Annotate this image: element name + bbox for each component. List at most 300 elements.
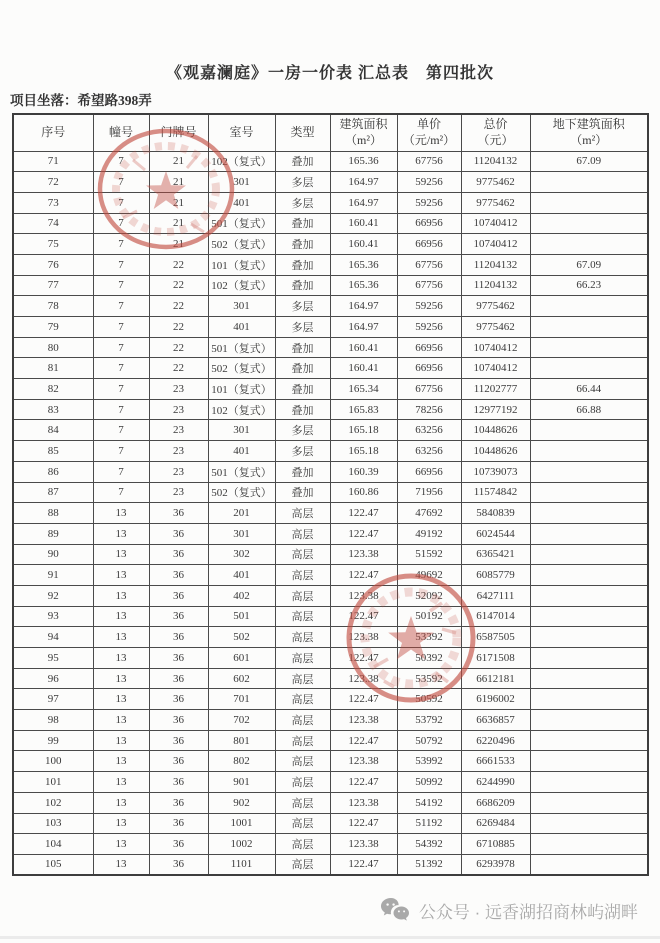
cell-building: 7 — [93, 337, 149, 358]
cell-unit-price: 66956 — [397, 337, 461, 358]
cell-unit-price: 47692 — [397, 503, 461, 524]
cell-building: 13 — [93, 834, 149, 855]
cell-total-price: 10740412 — [461, 213, 530, 234]
cell-basement-area — [530, 441, 648, 462]
table-row — [13, 648, 648, 669]
table-row — [13, 710, 648, 731]
cell-total-price: 9775462 — [461, 172, 530, 193]
cell-index: 82 — [13, 379, 93, 400]
cell-basement-area — [530, 648, 648, 669]
cell-building: 13 — [93, 523, 149, 544]
cell-total-price: 6293978 — [461, 854, 530, 875]
cell-room: 902 — [208, 792, 275, 813]
cell-door: 23 — [149, 441, 208, 462]
cell-door: 36 — [149, 792, 208, 813]
column-header-line1: 类型 — [290, 124, 315, 139]
cell-room: 501（复式） — [208, 213, 275, 234]
cell-type: 叠加 — [275, 399, 330, 420]
table-row — [13, 296, 648, 317]
cell-type: 高层 — [275, 585, 330, 606]
cell-area: 164.97 — [330, 172, 397, 193]
cell-index: 92 — [13, 585, 93, 606]
cell-room: 502（复式） — [208, 482, 275, 503]
cell-total-price: 6661533 — [461, 751, 530, 772]
cell-door: 21 — [149, 192, 208, 213]
cell-index: 77 — [13, 275, 93, 296]
cell-area: 160.86 — [330, 482, 397, 503]
cell-type: 多层 — [275, 441, 330, 462]
cell-unit-price: 78256 — [397, 399, 461, 420]
cell-area: 165.36 — [330, 254, 397, 275]
cell-building: 7 — [93, 317, 149, 338]
cell-building: 13 — [93, 544, 149, 565]
cell-total-price: 11204132 — [461, 254, 530, 275]
cell-area: 122.47 — [330, 523, 397, 544]
cell-basement-area — [530, 751, 648, 772]
cell-door: 36 — [149, 772, 208, 793]
cell-total-price: 6587505 — [461, 627, 530, 648]
cell-area: 160.41 — [330, 234, 397, 255]
cell-area: 123.38 — [330, 627, 397, 648]
cell-basement-area — [530, 172, 648, 193]
cell-room: 502（复式） — [208, 358, 275, 379]
cell-room: 201 — [208, 503, 275, 524]
table-row — [13, 399, 648, 420]
table-row — [13, 482, 648, 503]
cell-building: 7 — [93, 213, 149, 234]
cell-unit-price: 50792 — [397, 730, 461, 751]
column-header-index — [13, 114, 93, 151]
cell-unit-price: 51192 — [397, 813, 461, 834]
cell-type: 高层 — [275, 627, 330, 648]
cell-basement-area: 67.09 — [530, 254, 648, 275]
cell-area: 160.39 — [330, 461, 397, 482]
cell-index: 74 — [13, 213, 93, 234]
cell-room: 602 — [208, 668, 275, 689]
column-header-line2: （元） — [477, 132, 514, 147]
cell-total-price: 5840839 — [461, 503, 530, 524]
cell-type: 高层 — [275, 772, 330, 793]
cell-unit-price: 50592 — [397, 689, 461, 710]
cell-unit-price: 49192 — [397, 523, 461, 544]
cell-area: 160.41 — [330, 337, 397, 358]
cell-door: 36 — [149, 689, 208, 710]
cell-area: 122.47 — [330, 648, 397, 669]
cell-room: 301 — [208, 172, 275, 193]
cell-door: 22 — [149, 254, 208, 275]
cell-area: 165.36 — [330, 275, 397, 296]
cell-door: 36 — [149, 668, 208, 689]
cell-unit-price: 53992 — [397, 751, 461, 772]
cell-type: 叠加 — [275, 482, 330, 503]
cell-unit-price: 63256 — [397, 420, 461, 441]
cell-unit-price: 50192 — [397, 606, 461, 627]
cell-room: 402 — [208, 585, 275, 606]
cell-door: 21 — [149, 213, 208, 234]
column-header-line1: 序号 — [41, 124, 66, 139]
cell-total-price: 6085779 — [461, 565, 530, 586]
cell-basement-area — [530, 710, 648, 731]
cell-total-price: 9775462 — [461, 192, 530, 213]
cell-unit-price: 59256 — [397, 296, 461, 317]
table-row — [13, 606, 648, 627]
cell-total-price: 11574842 — [461, 482, 530, 503]
cell-area: 123.38 — [330, 585, 397, 606]
cell-type: 高层 — [275, 544, 330, 565]
cell-room: 102（复式） — [208, 151, 275, 172]
cell-door: 36 — [149, 751, 208, 772]
cell-total-price: 12977192 — [461, 399, 530, 420]
cell-door: 22 — [149, 337, 208, 358]
cell-room: 1001 — [208, 813, 275, 834]
table-row — [13, 730, 648, 751]
cell-total-price: 10740412 — [461, 358, 530, 379]
cell-index: 79 — [13, 317, 93, 338]
cell-unit-price: 53592 — [397, 668, 461, 689]
cell-total-price: 6196002 — [461, 689, 530, 710]
cell-building: 7 — [93, 482, 149, 503]
cell-area: 123.38 — [330, 834, 397, 855]
cell-basement-area — [530, 461, 648, 482]
cell-basement-area — [530, 544, 648, 565]
cell-index: 93 — [13, 606, 93, 627]
cell-unit-price: 54392 — [397, 834, 461, 855]
cell-door: 36 — [149, 606, 208, 627]
cell-unit-price: 53792 — [397, 710, 461, 731]
cell-building: 7 — [93, 296, 149, 317]
table-row — [13, 461, 648, 482]
cell-door: 22 — [149, 317, 208, 338]
cell-type: 高层 — [275, 648, 330, 669]
cell-basement-area — [530, 523, 648, 544]
cell-index: 81 — [13, 358, 93, 379]
cell-basement-area — [530, 834, 648, 855]
cell-unit-price: 67756 — [397, 275, 461, 296]
cell-room: 502（复式） — [208, 234, 275, 255]
cell-building: 13 — [93, 606, 149, 627]
cell-room: 401 — [208, 565, 275, 586]
column-header-type — [275, 114, 330, 151]
cell-basement-area: 66.44 — [530, 379, 648, 400]
cell-index: 83 — [13, 399, 93, 420]
cell-door: 36 — [149, 544, 208, 565]
cell-basement-area — [530, 192, 648, 213]
cell-basement-area — [530, 585, 648, 606]
cell-total-price: 11204132 — [461, 275, 530, 296]
table-row — [13, 792, 648, 813]
table-row — [13, 317, 648, 338]
cell-unit-price: 66956 — [397, 213, 461, 234]
cell-door: 23 — [149, 420, 208, 441]
cell-total-price: 9775462 — [461, 317, 530, 338]
cell-area: 160.41 — [330, 213, 397, 234]
cell-building: 13 — [93, 813, 149, 834]
cell-total-price: 6710885 — [461, 834, 530, 855]
cell-index: 72 — [13, 172, 93, 193]
cell-building: 13 — [93, 565, 149, 586]
cell-index: 76 — [13, 254, 93, 275]
cell-type: 高层 — [275, 813, 330, 834]
cell-door: 36 — [149, 627, 208, 648]
cell-room: 702 — [208, 710, 275, 731]
cell-area: 165.18 — [330, 420, 397, 441]
cell-room: 701 — [208, 689, 275, 710]
cell-basement-area — [530, 358, 648, 379]
table-row — [13, 151, 648, 172]
cell-type: 高层 — [275, 730, 330, 751]
cell-type: 叠加 — [275, 337, 330, 358]
cell-door: 36 — [149, 565, 208, 586]
cell-basement-area: 67.09 — [530, 151, 648, 172]
cell-building: 7 — [93, 275, 149, 296]
cell-building: 7 — [93, 358, 149, 379]
cell-unit-price: 54192 — [397, 792, 461, 813]
cell-door: 21 — [149, 234, 208, 255]
cell-index: 85 — [13, 441, 93, 462]
table-row — [13, 854, 648, 875]
cell-room: 401 — [208, 317, 275, 338]
column-header-line2: （m²） — [570, 132, 608, 147]
cell-building: 7 — [93, 420, 149, 441]
table-row — [13, 275, 648, 296]
cell-total-price: 10740412 — [461, 337, 530, 358]
cell-room: 101（复式） — [208, 254, 275, 275]
cell-room: 101（复式） — [208, 379, 275, 400]
table-row — [13, 192, 648, 213]
cell-door: 36 — [149, 523, 208, 544]
cell-building: 13 — [93, 854, 149, 875]
cell-building: 13 — [93, 751, 149, 772]
cell-door: 36 — [149, 503, 208, 524]
cell-area: 165.36 — [330, 151, 397, 172]
cell-total-price: 6244990 — [461, 772, 530, 793]
column-header-line2: （元/m²） — [402, 132, 456, 147]
cell-index: 96 — [13, 668, 93, 689]
cell-door: 22 — [149, 296, 208, 317]
cell-unit-price: 51592 — [397, 544, 461, 565]
cell-index: 105 — [13, 854, 93, 875]
cell-type: 高层 — [275, 854, 330, 875]
cell-type: 高层 — [275, 523, 330, 544]
cell-index: 91 — [13, 565, 93, 586]
cell-type: 高层 — [275, 834, 330, 855]
cell-basement-area — [530, 503, 648, 524]
cell-total-price: 10739073 — [461, 461, 530, 482]
cell-type: 叠加 — [275, 379, 330, 400]
cell-room: 502 — [208, 627, 275, 648]
cell-area: 164.97 — [330, 192, 397, 213]
cell-unit-price: 66956 — [397, 234, 461, 255]
cell-door: 23 — [149, 461, 208, 482]
cell-unit-price: 59256 — [397, 192, 461, 213]
column-header-line1: 单价 — [416, 117, 441, 132]
cell-unit-price: 50392 — [397, 648, 461, 669]
cell-total-price: 6686209 — [461, 792, 530, 813]
cell-basement-area — [530, 337, 648, 358]
cell-building: 7 — [93, 399, 149, 420]
column-header-area — [330, 114, 397, 151]
cell-index: 89 — [13, 523, 93, 544]
column-header-line1: 门牌号 — [160, 124, 197, 139]
cell-building: 7 — [93, 151, 149, 172]
cell-room: 501 — [208, 606, 275, 627]
cell-type: 叠加 — [275, 151, 330, 172]
cell-area: 123.38 — [330, 751, 397, 772]
cell-index: 98 — [13, 710, 93, 731]
cell-unit-price: 52092 — [397, 585, 461, 606]
column-header-door — [149, 114, 208, 151]
cell-basement-area — [530, 482, 648, 503]
cell-door: 36 — [149, 854, 208, 875]
cell-area: 122.47 — [330, 565, 397, 586]
cell-room: 301 — [208, 296, 275, 317]
cell-area: 122.47 — [330, 503, 397, 524]
cell-total-price: 6636857 — [461, 710, 530, 731]
cell-index: 102 — [13, 792, 93, 813]
cell-room: 401 — [208, 192, 275, 213]
table-row — [13, 813, 648, 834]
cell-type: 叠加 — [275, 213, 330, 234]
cell-room: 801 — [208, 730, 275, 751]
footer-account-text: 公众号 · 远香湖招商林屿湖畔 — [418, 902, 638, 922]
cell-type: 高层 — [275, 689, 330, 710]
cell-type: 高层 — [275, 565, 330, 586]
cell-building: 13 — [93, 710, 149, 731]
cell-door: 36 — [149, 710, 208, 731]
cell-building: 7 — [93, 461, 149, 482]
cell-index: 73 — [13, 192, 93, 213]
table-row — [13, 172, 648, 193]
table-header-row — [13, 114, 648, 151]
cell-total-price: 6365421 — [461, 544, 530, 565]
cell-building: 13 — [93, 730, 149, 751]
cell-index: 84 — [13, 420, 93, 441]
cell-room: 601 — [208, 648, 275, 669]
cell-basement-area — [530, 213, 648, 234]
cell-unit-price: 53392 — [397, 627, 461, 648]
table-row — [13, 544, 648, 565]
cell-building: 7 — [93, 192, 149, 213]
cell-basement-area — [530, 813, 648, 834]
cell-basement-area — [530, 627, 648, 648]
column-header-line1: 建筑面积 — [339, 117, 388, 132]
cell-building: 7 — [93, 234, 149, 255]
cell-building: 13 — [93, 648, 149, 669]
table-row — [13, 668, 648, 689]
cell-building: 13 — [93, 772, 149, 793]
cell-door: 21 — [149, 172, 208, 193]
cell-area: 165.34 — [330, 379, 397, 400]
cell-basement-area: 66.23 — [530, 275, 648, 296]
cell-door: 36 — [149, 730, 208, 751]
cell-room: 301 — [208, 420, 275, 441]
cell-door: 36 — [149, 813, 208, 834]
cell-area: 164.97 — [330, 317, 397, 338]
cell-area: 122.47 — [330, 854, 397, 875]
price-table — [12, 113, 649, 876]
table-row — [13, 627, 648, 648]
cell-unit-price: 59256 — [397, 317, 461, 338]
column-header-line1: 室号 — [229, 124, 254, 139]
cell-total-price: 11202777 — [461, 379, 530, 400]
cell-unit-price: 67756 — [397, 379, 461, 400]
table-row — [13, 379, 648, 400]
table-row — [13, 213, 648, 234]
bottom-divider — [0, 936, 660, 939]
cell-total-price: 11204132 — [461, 151, 530, 172]
cell-index: 97 — [13, 689, 93, 710]
cell-index: 104 — [13, 834, 93, 855]
cell-building: 7 — [93, 441, 149, 462]
cell-building: 13 — [93, 585, 149, 606]
table-row — [13, 834, 648, 855]
cell-door: 23 — [149, 379, 208, 400]
cell-type: 多层 — [275, 192, 330, 213]
cell-basement-area: 66.88 — [530, 399, 648, 420]
cell-total-price: 9775462 — [461, 296, 530, 317]
table-row — [13, 523, 648, 544]
cell-total-price: 6147014 — [461, 606, 530, 627]
cell-area: 160.41 — [330, 358, 397, 379]
cell-room: 401 — [208, 441, 275, 462]
table-row — [13, 254, 648, 275]
cell-index: 90 — [13, 544, 93, 565]
cell-area: 164.97 — [330, 296, 397, 317]
cell-basement-area — [530, 689, 648, 710]
cell-index: 87 — [13, 482, 93, 503]
column-header-basement-area — [530, 114, 648, 151]
cell-type: 多层 — [275, 317, 330, 338]
cell-building: 7 — [93, 254, 149, 275]
cell-index: 78 — [13, 296, 93, 317]
cell-area: 165.18 — [330, 441, 397, 462]
cell-type: 叠加 — [275, 234, 330, 255]
cell-unit-price: 66956 — [397, 461, 461, 482]
cell-total-price: 6171508 — [461, 648, 530, 669]
cell-area: 123.38 — [330, 668, 397, 689]
cell-type: 多层 — [275, 296, 330, 317]
cell-area: 122.47 — [330, 689, 397, 710]
cell-unit-price: 51392 — [397, 854, 461, 875]
table-row — [13, 751, 648, 772]
table-row — [13, 420, 648, 441]
cell-room: 501（复式） — [208, 461, 275, 482]
cell-door: 36 — [149, 834, 208, 855]
cell-room: 102（复式） — [208, 275, 275, 296]
cell-type: 高层 — [275, 668, 330, 689]
cell-type: 高层 — [275, 710, 330, 731]
cell-basement-area — [530, 606, 648, 627]
cell-index: 100 — [13, 751, 93, 772]
column-header-line2: （m²） — [345, 132, 382, 147]
table-row — [13, 585, 648, 606]
cell-unit-price: 63256 — [397, 441, 461, 462]
cell-index: 94 — [13, 627, 93, 648]
cell-total-price: 6612181 — [461, 668, 530, 689]
cell-building: 13 — [93, 627, 149, 648]
table-row — [13, 689, 648, 710]
table-row — [13, 234, 648, 255]
footer-wechat-credit — [0, 897, 638, 923]
cell-door: 23 — [149, 399, 208, 420]
cell-type: 多层 — [275, 172, 330, 193]
cell-door: 22 — [149, 358, 208, 379]
cell-area: 165.83 — [330, 399, 397, 420]
cell-area: 123.38 — [330, 544, 397, 565]
page-title: 《观嘉澜庭》一房一价表 汇总表 第四批次 — [165, 65, 494, 82]
cell-type: 高层 — [275, 503, 330, 524]
cell-index: 88 — [13, 503, 93, 524]
